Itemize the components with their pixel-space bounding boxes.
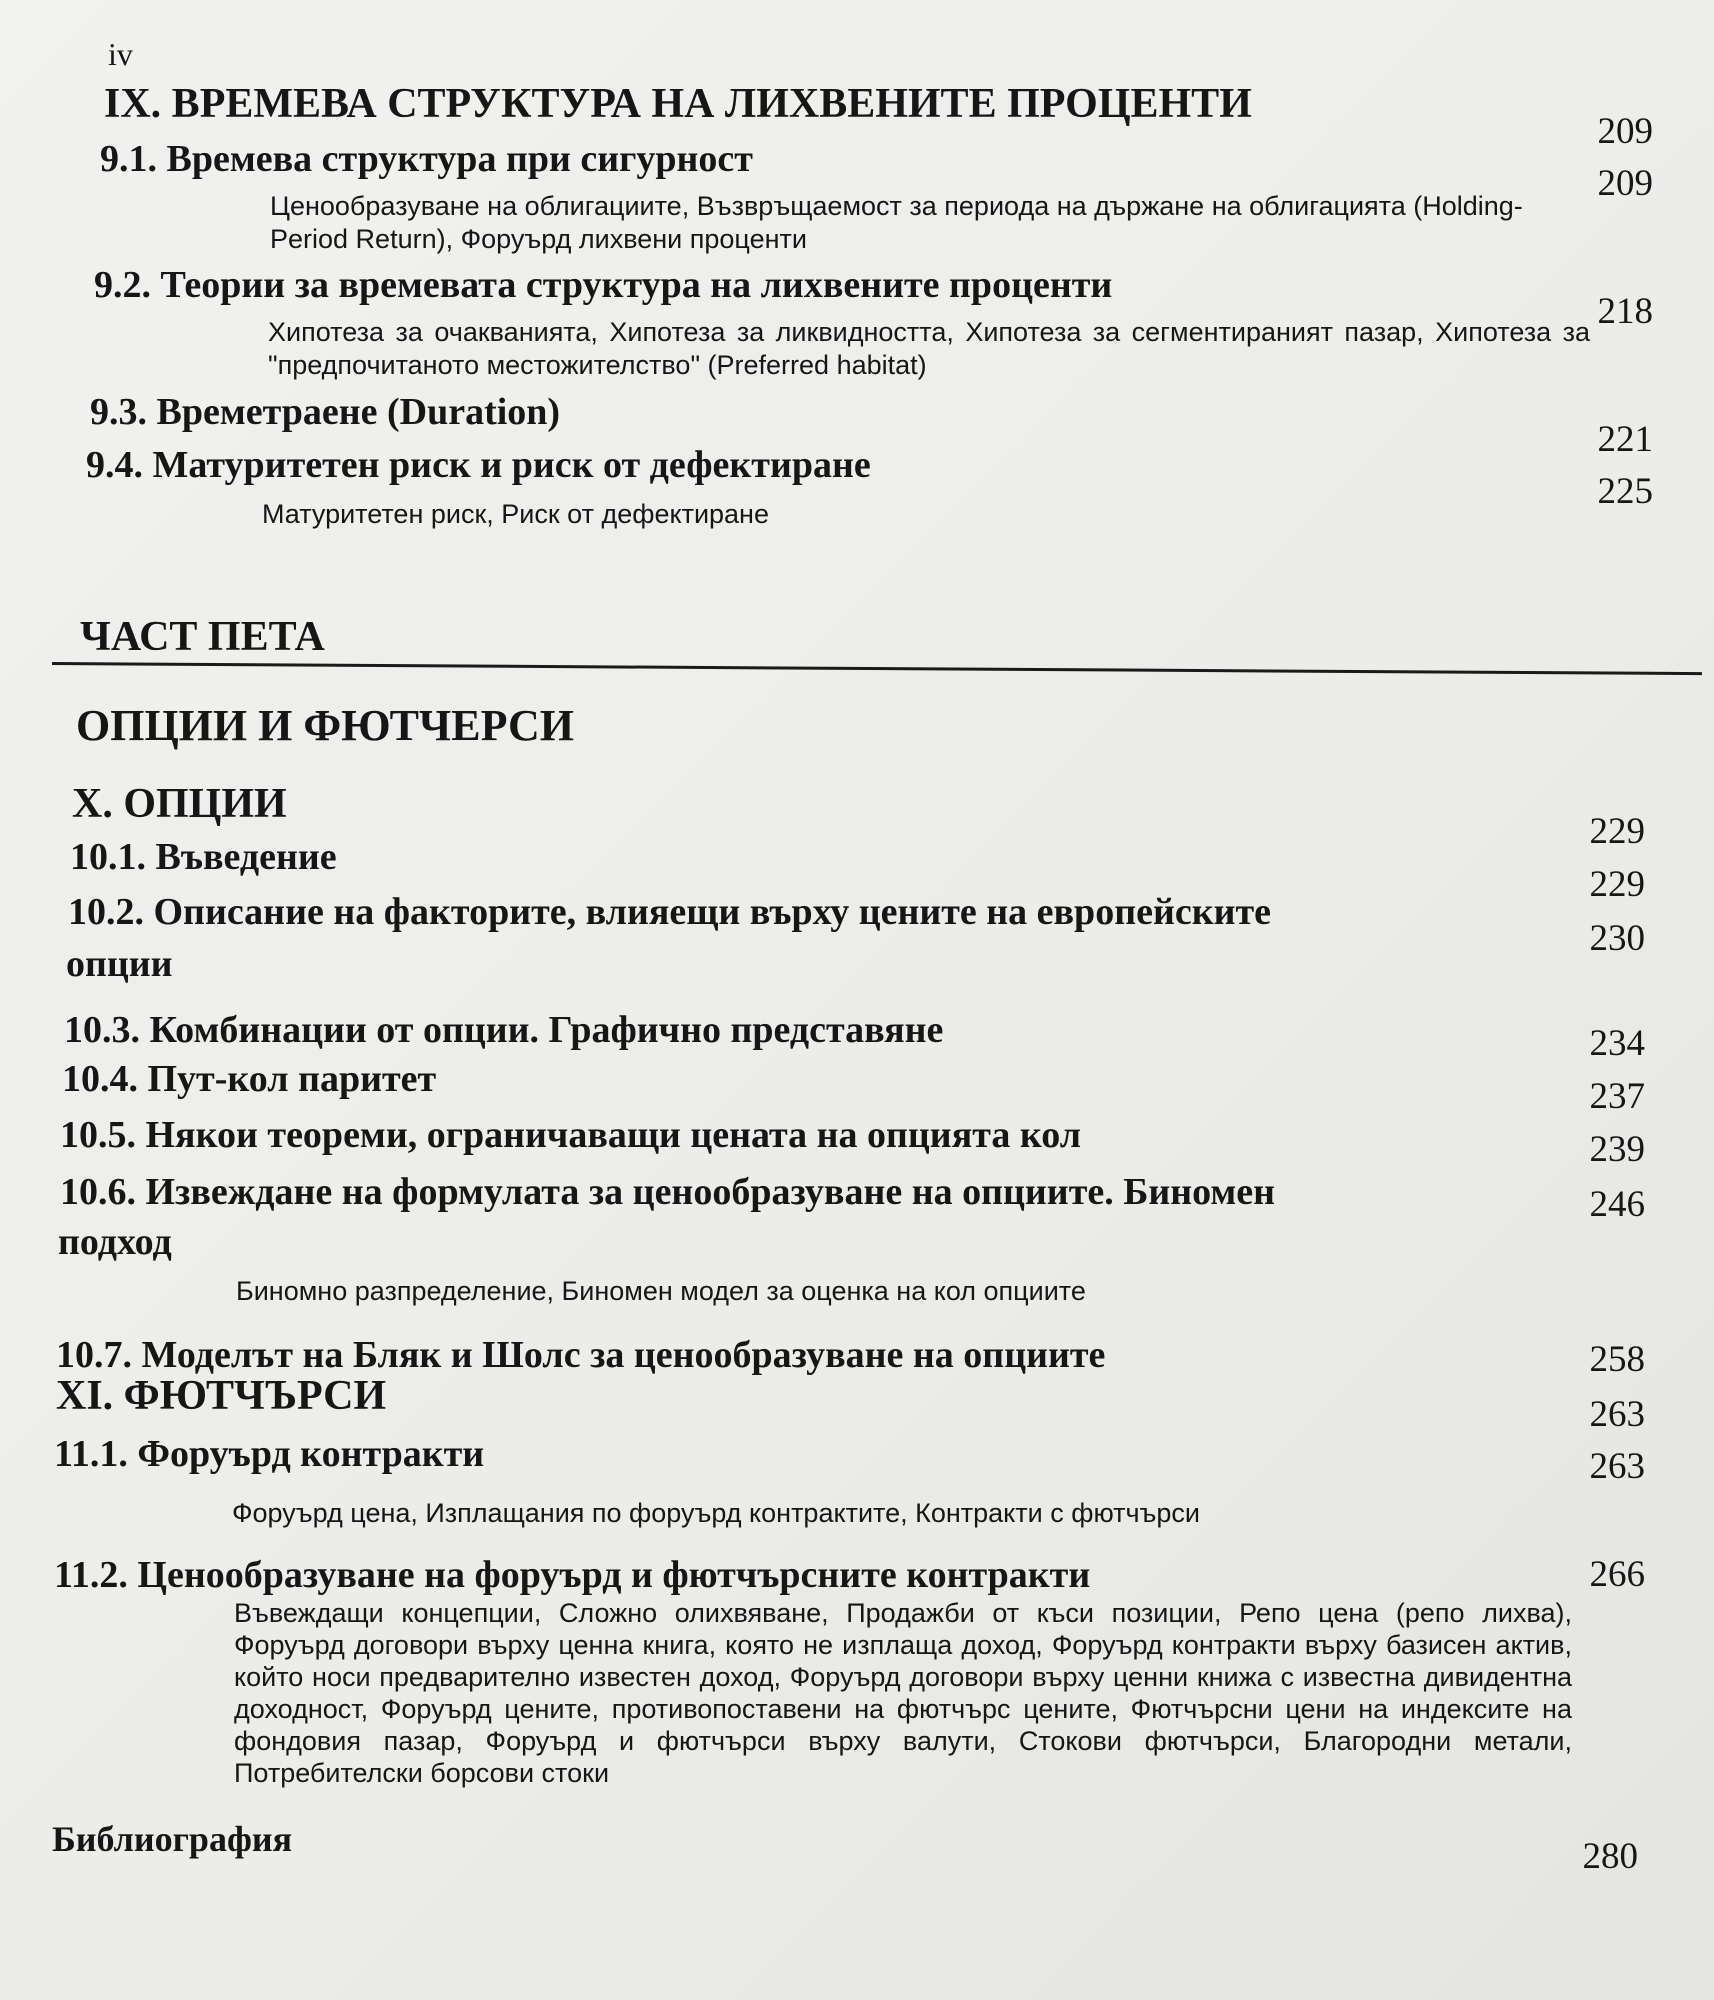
section-10-3-page: 234	[1589, 1023, 1645, 1064]
part-divider	[52, 662, 1702, 675]
chapter-11-page: 263	[1589, 1394, 1645, 1435]
section-10-1-page: 229	[1589, 864, 1645, 905]
section-10-5-page: 239	[1589, 1129, 1645, 1170]
section-10-1-title: 10.1. Въведение	[70, 836, 337, 878]
chapter-10-title: X. ОПЦИИ	[72, 781, 287, 827]
part-five-title: ОПЦИИ И ФЮТЧЕРСИ	[76, 701, 574, 750]
section-9-2-subtopics: Хипотеза за очакванията, Хипотеза за ликвидността, Хипотеза за сегментираният пазар, Хипотеза за "предпочитаното местожителство" (Preferred habitat)	[268, 317, 1590, 380]
section-10-6-title-continued: подход	[58, 1221, 172, 1263]
section-10-5-title: 10.5. Някои теореми, ограничаващи цената на опцията кол	[60, 1114, 1082, 1156]
section-9-1-title: 9.1. Времева структура при сигурност	[100, 138, 753, 180]
section-11-1-subtopics: Форуърд цена, Изплащания по форуърд контрактите, Контракти с фютчърси	[232, 1498, 1201, 1528]
section-10-2-title: 10.2. Описание на факторите, влияещи върху цените на европейските	[68, 891, 1272, 933]
section-11-1-title: 11.1. Форуърд контракти	[54, 1433, 485, 1475]
section-11-2-title: 11.2. Ценообразуване на форуърд и фютчърсните контракти	[54, 1554, 1091, 1596]
section-9-4-subtopics: Матуритетен риск, Риск от дефектиране	[262, 499, 769, 529]
section-10-7-title: 10.7. Моделът на Бляк и Шолс за ценообразуване на опциите	[56, 1334, 1106, 1376]
section-10-6-subtopics: Биномно разпределение, Биномен модел за оценка на кол опциите	[236, 1276, 1086, 1306]
section-10-4-page: 237	[1589, 1076, 1645, 1117]
section-10-2-page: 230	[1589, 918, 1645, 959]
section-9-1-page: 209	[1597, 163, 1653, 204]
page-number: iv	[108, 36, 133, 72]
chapter-11-title: XI. ФЮТЧЪРСИ	[56, 1373, 387, 1419]
chapter-10-page: 229	[1589, 811, 1645, 852]
section-11-2-page: 266	[1589, 1554, 1645, 1595]
section-9-4-page: 225	[1597, 471, 1653, 512]
part-five-label: ЧАСТ ПЕТА	[80, 614, 325, 660]
section-10-4-title: 10.4. Пут-кол паритет	[62, 1058, 437, 1100]
section-9-3-title: 9.3. Времетраене (Duration)	[90, 391, 561, 433]
bibliography-page: 280	[1582, 1836, 1638, 1877]
section-9-2-page: 218	[1597, 291, 1653, 332]
section-9-4-title: 9.4. Матуритетен риск и риск от дефектиране	[86, 444, 871, 486]
section-11-2-subtopics: Въвеждащи концепции, Сложно олихвяване, Продажби от къси позиции, Репо цена (репо лихва), Форуърд договори върху ценна книга, която не изплаща доход, Форуърд контракти върху базисен актив, който носи предварително известен доход, Форуърд договори върху ценни книжа с известна дивидентна доходност, Форуърд цените, противопоставени на фютчърс цените, Фютчърсни цени на индексите на фондовия пазар, Форуърд и фютчърси върху валути, Стокови фютчърси, Благородни метали, Потребителски борсови стоки	[234, 1598, 1572, 1788]
section-9-3-page: 221	[1597, 419, 1653, 460]
section-9-2-title: 9.2. Теории за времевата структура на лихвените проценти	[94, 264, 1113, 306]
section-10-2-title-continued: опции	[66, 943, 173, 985]
section-11-1-page: 263	[1589, 1446, 1645, 1487]
section-10-6-title: 10.6. Извеждане на формулата за ценообразуване на опциите. Биномен	[60, 1171, 1276, 1213]
section-10-3-title: 10.3. Комбинации от опции. Графично представяне	[64, 1009, 944, 1051]
section-10-7-page: 258	[1589, 1339, 1645, 1380]
chapter-9-page: 209	[1597, 111, 1653, 152]
section-10-6-page: 246	[1589, 1184, 1645, 1225]
chapter-9-title: IX. ВРЕМЕВА СТРУКТУРА НА ЛИХВЕНИТЕ ПРОЦЕНТИ	[104, 81, 1252, 127]
bibliography-title: Библиография	[52, 1819, 293, 1859]
section-9-1-subtopics: Ценообразуване на облигациите, Възвръщаемост за периода на държане на облигацията (Holding-Period Return), Форуърд лихвени проценти	[270, 191, 1523, 254]
